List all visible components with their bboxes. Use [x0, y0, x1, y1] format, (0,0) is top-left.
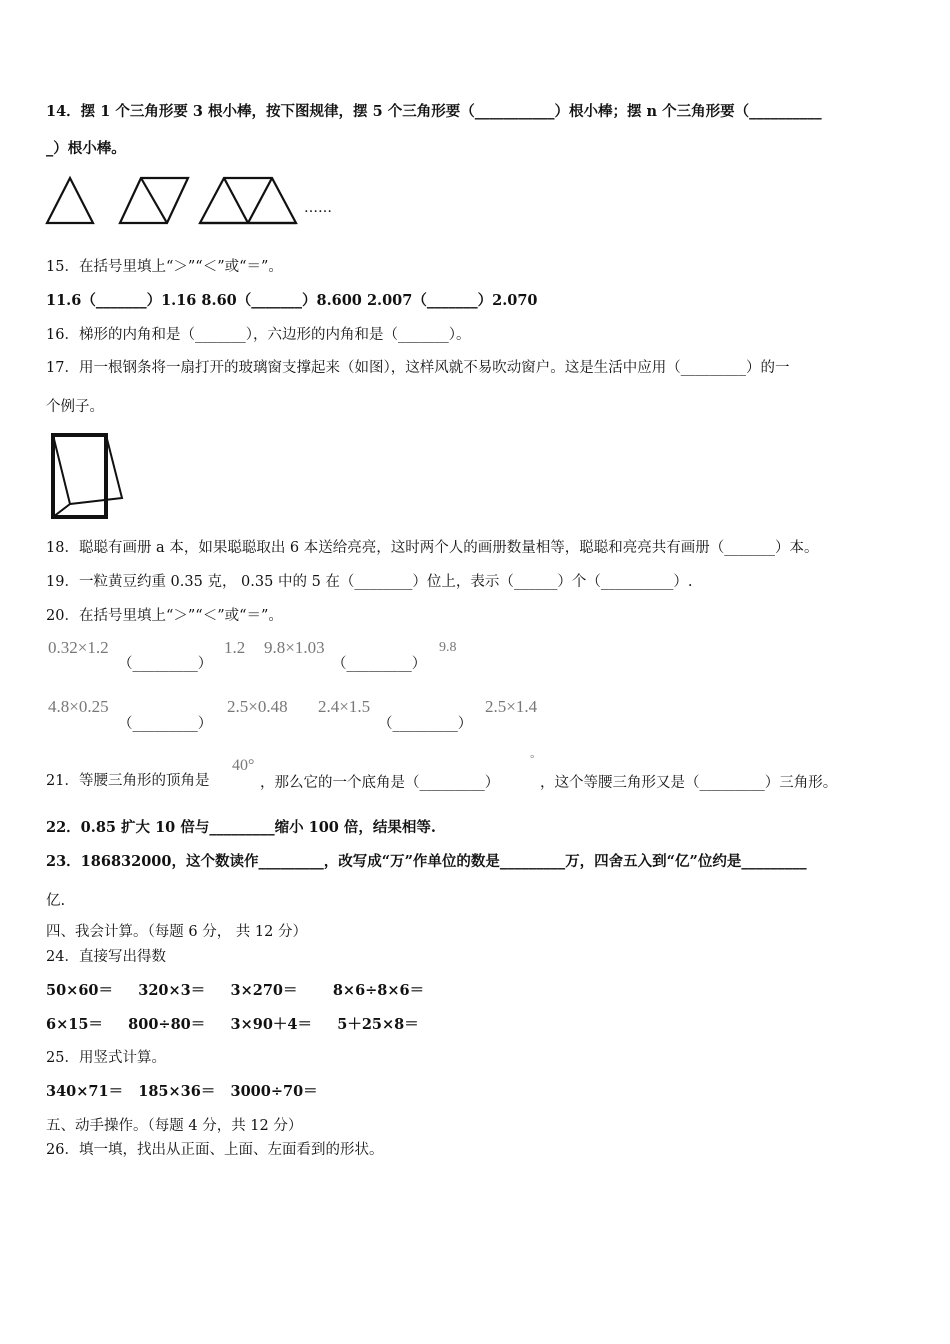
- q21-degree-mark: °: [530, 753, 535, 765]
- q17-line2: 个例子。: [46, 399, 104, 415]
- q16: 16．梯形的内角和是（_______），六边形的内角和是（_______）。: [46, 327, 471, 343]
- q19: 19．一粒黄豆约重 0.35 克， 0.35 中的 5 在（________）位上，表示（______）个（__________）.: [46, 574, 693, 590]
- q15-line2: 11.6（_______）1.16 8.60（_______）8.600 2.007（_______）2.070: [46, 292, 538, 309]
- q15-line1: 15．在括号里填上“＞”“＜”或“＝”。: [46, 259, 283, 275]
- q24-row2: 6×15＝ 800÷80＝ 3×90＋4＝ 5＋25×8＝: [46, 1016, 419, 1033]
- q21-end: ，这个等腰三角形又是（_________）三角形。: [540, 775, 838, 791]
- q21-angle: 40°: [232, 757, 255, 774]
- q24-row1: 50×60＝ 320×3＝ 3×270＝ 8×6÷8×6＝: [46, 982, 425, 999]
- q20-line1: 20．在括号里填上“＞”“＜”或“＝”。: [46, 608, 283, 624]
- q25-row: 340×71＝ 185×36＝ 3000÷70＝: [46, 1083, 318, 1100]
- q20-blank-3[interactable]: （_________）: [118, 716, 213, 732]
- q23-line1: 23．186832000，这个数读作_________，改写成“万”作单位的数是_________万，四舍五入到“亿”位约是_________: [46, 853, 807, 870]
- q21-text: 21．等腰三角形的顶角是: [46, 773, 210, 789]
- q20-expr-3: 9.8×1.03: [264, 638, 325, 657]
- q23-line2: 亿.: [46, 893, 66, 909]
- q20-expr-5: 4.8×0.25: [48, 697, 109, 716]
- q18: 18．聪聪有画册 a 本，如果聪聪取出 6 本送给亮亮，这时两个人的画册数量相等，聪聪和亮亮共有画册（_______）本。: [46, 540, 819, 556]
- q14-line1: 14．摆 1 个三角形要 3 根小棒，按下图规律，摆 5 个三角形要（___________）根小棒；摆 n 个三角形要（__________: [46, 103, 822, 120]
- section-5-title: 五、动手操作。（每题 4 分，共 12 分）: [46, 1118, 303, 1134]
- q20-blank-1[interactable]: （_________）: [118, 656, 213, 672]
- q20-blank-4[interactable]: （_________）: [378, 716, 473, 732]
- q21-mid: ，那么它的一个底角是（_________）: [260, 775, 500, 791]
- q24-title: 24．直接写出得数: [46, 949, 166, 965]
- q22: 22．0.85 扩大 10 倍与_________缩小 100 倍，结果相等.: [46, 819, 436, 836]
- q14-line2: _）根小棒。: [46, 140, 126, 157]
- q20-expr-1: 0.32×1.2: [48, 638, 109, 657]
- q20-expr-6: 2.5×0.48: [227, 697, 288, 716]
- triangle-3: [200, 178, 296, 223]
- q25-title: 25．用竖式计算。: [46, 1050, 166, 1066]
- triangle-pattern-figure: [44, 173, 304, 228]
- q26: 26．填一填，找出从正面、上面、左面看到的形状。: [46, 1142, 384, 1158]
- section-4-title: 四、我会计算。（每题 6 分， 共 12 分）: [46, 924, 307, 940]
- q20-blank-2[interactable]: （_________）: [332, 656, 427, 672]
- ellipsis: ……: [304, 200, 332, 216]
- q20-expr-4: 9.8: [439, 640, 457, 655]
- q17-line1: 17．用一根钢条将一扇打开的玻璃窗支撑起来（如图），这样风就不易吹动窗户。这是生活中应用（_________）的一: [46, 360, 790, 376]
- q20-expr-8: 2.5×1.4: [485, 697, 538, 716]
- q20-expr-7: 2.4×1.5: [318, 697, 371, 716]
- window-figure: [50, 432, 126, 520]
- q20-expr-2: 1.2: [224, 638, 246, 657]
- triangle-1: [47, 178, 93, 223]
